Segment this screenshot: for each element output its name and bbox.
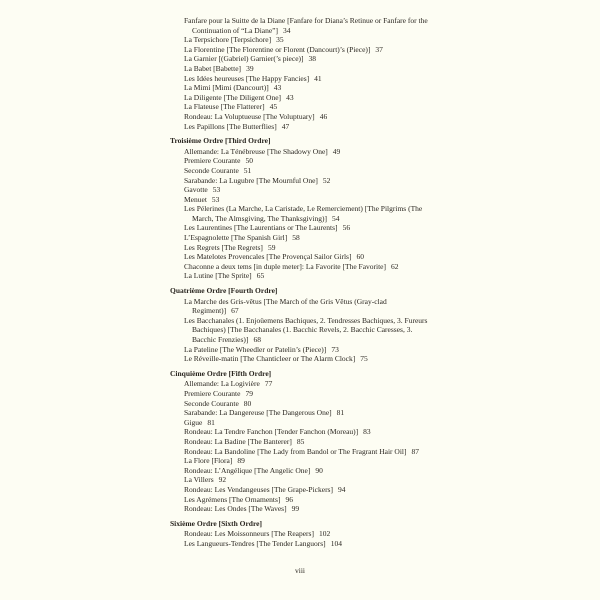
toc-entry [170,345,432,355]
toc-entry [170,252,432,262]
entry-title: Rondeau: La Tendre Fanchon [Tender Fanchon (Moreau)] [184,427,359,437]
toc-entry [170,74,432,84]
entry-page-number: 58 [292,233,300,243]
entry-title: Premiere Courante [184,156,241,166]
entry-title: Rondeau: L’Angélique [The Angelic One] [184,465,311,475]
entry-title: Fanfare pour la Suitte de la Diane [Fanfare for Diana’s Retinue or Fanfare for the Continuation of “La Diane”] [184,16,428,35]
section-heading: Sixième Ordre [Sixth Ordre] [170,518,262,528]
entry-title: Rondeau: Les Moissonneurs [The Reapers] [184,529,314,539]
entry-page-number: 67 [231,306,239,316]
toc-section [170,16,432,131]
entry-page-number: 79 [245,388,253,398]
toc-entry [170,529,432,539]
toc-entry [170,93,432,103]
entry-page-number: 50 [245,156,253,166]
entry-title: Les Langueurs-Tendres [The Tender Languors] [184,538,326,548]
entry-title: Sarabande: La Dangereuse [The Dangerous One] [184,408,332,418]
entry-title: Rondeau: La Bandoline [The Lady from Bandol or The Fragrant Hair Oil] [184,446,407,456]
entry-page-number: 35 [276,35,284,45]
entry-title: La Villers [184,475,214,485]
toc-entry [170,271,432,281]
entry-title: Sarabande: La Lugubre [The Mournful One] [184,175,318,185]
toc-entry [170,64,432,74]
toc-entry [170,112,432,122]
entry-title: Rondeau: Les Vendangeuses [The Grape-Pickers] [184,484,333,494]
entry-title: Seconde Courante [184,398,239,408]
toc-entry [170,466,432,476]
entry-title: La Babet [Babette] [184,63,242,73]
entry-title: La Terpsichore [Terpsichore] [184,35,272,45]
entry-page-number: 43 [286,92,294,102]
entry-page-number: 90 [315,465,323,475]
toc-entry [170,102,432,112]
entry-page-number: 65 [256,271,265,281]
entry-page-number: 87 [411,446,420,456]
entry-page-number: 104 [330,538,342,548]
entry-title: La Marche des Gris-vêtus [The March of the Gris Vêtus (Gray-clad Regiment)] [184,296,387,316]
entry-title: Les Idées heureuses [The Happy Fancies] [184,73,310,83]
entry-title: Premiere Courante [184,388,241,398]
toc-entry [170,185,432,195]
entry-page-number: 99 [291,504,300,514]
toc-entry [170,399,432,409]
entry-title: Les Laurentines [The Laurentians or The Laurents] [184,223,338,233]
toc-entry [170,54,432,64]
entry-page-number: 51 [243,165,252,175]
entry-title: Rondeau: La Voluptueuse [The Voluptuary] [184,111,315,121]
toc-section [170,286,432,364]
entry-page-number: 54 [332,213,340,223]
entry-page-number: 81 [207,417,215,427]
toc-entry [170,195,432,205]
entry-page-number: 85 [296,436,305,446]
entry-title: Les Matelotes Provencales [The Provençal Sailor Girls] [184,252,352,262]
entry-page-number: 47 [281,121,290,131]
entry-title: La Diligente [The Diligent One] [184,92,282,102]
entry-title: La Lutine [The Sprite] [184,271,252,281]
toc-entry [170,504,432,514]
toc-entry [170,83,432,93]
entry-page-number: 45 [269,102,278,112]
entry-title: Gigue [184,417,203,427]
entry-page-number: 68 [253,335,261,344]
entry-title: Menuet [184,194,207,204]
entry-page-number: 46 [319,111,328,121]
toc-entry [170,233,432,243]
toc-entry [170,35,432,45]
toc-entry [170,389,432,399]
toc-section [170,369,432,514]
toc-entry [170,316,432,345]
entry-page-number: 41 [314,73,322,83]
toc-entry [170,447,432,457]
entry-page-number: 53 [211,194,220,204]
entry-page-number: 60 [356,252,364,262]
entry-title: La Mimi [Mimi (Dancourt)] [184,83,269,93]
entry-page-number: 53 [212,185,221,195]
entry-page-number: 92 [218,475,227,485]
entry-page-number: 102 [318,529,331,539]
toc-entry [170,539,432,549]
entry-title: Rondeau: La Badine [The Banterer] [184,436,292,446]
entry-page-number: 80 [243,398,252,408]
toc-entry [170,354,432,364]
entry-title: La Pateline [The Wheedler or Patelin’s (Piece)] [184,344,327,354]
toc-entry [170,475,432,485]
entry-page-number: 75 [360,354,368,364]
toc-entry [170,223,432,233]
entry-page-number: 56 [342,223,351,233]
entry-title: La Garnier [(Gabriel) Garnier(’s piece)] [184,54,304,64]
entry-title: L’Espagnolette [The Spanish Girl] [184,233,288,243]
entry-title: Les Bacchanales (1. Enjoüemens Bachiques, 2. Tendresses Bachiques, 3. Fureurs Bachiques) [The Bacchanales (1. Bacchic Revels, 2. Bacchic Caresses, 3. Bacchic Frenzies)] [184,315,428,344]
entry-page-number: 62 [391,261,399,271]
toc-section [170,136,432,281]
entry-title: Le Réveille-matin [The Chanticleer or The Alarm Clock] [184,354,356,364]
toc-entry [170,243,432,253]
toc-entry [170,156,432,166]
entry-title: La Flateuse [The Flatterer] [184,102,265,112]
toc-entry [170,176,432,186]
entry-page-number: 37 [375,44,383,54]
toc-entry [170,122,432,132]
entry-title: Seconde Courante [184,165,239,175]
entry-title: La Florentine [The Florentine or Florent (Dancourt)’s (Piece)] [184,44,371,54]
entry-title: Les Pélerines (La Marche, La Caristade, Le Remerciement) [The Pilgrims (The March, The Almsgiving, The Thanksgiving)] [184,204,423,223]
entry-page-number: 59 [267,242,276,252]
entry-page-number: 83 [363,427,371,437]
toc-entry [170,166,432,176]
toc-entry [170,408,432,418]
section-heading: Quatrième Ordre [Fourth Ordre] [170,286,278,296]
entry-page-number: 43 [273,83,282,93]
entry-title: La Flore [Flora] [184,456,233,466]
entry-page-number: 94 [337,484,346,494]
page-folio: viii [294,566,305,575]
entry-page-number: 39 [246,63,254,73]
entry-title: Allemande: La Logivière [184,379,260,389]
entry-title: Rondeau: Les Ondes [The Waves] [184,504,287,514]
toc-entry [170,495,432,505]
entry-page-number: 89 [237,456,245,466]
section-heading: Troisième Ordre [Third Ordre] [170,136,271,146]
toc-entry [170,16,432,35]
entry-title: Les Papillons [The Butterflies] [184,121,277,131]
entry-page-number: 52 [322,175,331,185]
entry-page-number: 49 [332,146,341,156]
entry-page-number: 77 [264,379,273,389]
table-of-contents [170,16,432,548]
toc-entry [170,262,432,272]
entry-title: Gavotte [184,185,208,195]
toc-entry [170,45,432,55]
toc-entry [170,297,432,316]
toc-entry [170,456,432,466]
toc-entry [170,204,432,223]
entry-page-number: 73 [331,344,339,354]
entry-title: Les Regrets [The Regrets] [184,242,263,252]
toc-entry [170,427,432,437]
entry-page-number: 81 [336,408,345,418]
toc-entry [170,147,432,157]
entry-title: Les Agrémens [The Ornaments] [184,494,281,504]
entry-title: Chaconne a deux tems [in duple meter]: La Favorite [The Favorite] [184,261,387,271]
entry-title: Allemande: La Ténébreuse [The Shadowy One] [184,146,328,156]
toc-entry [170,485,432,495]
toc-entry [170,418,432,428]
toc-section [170,519,432,549]
section-heading: Cinquième Ordre [Fifth Ordre] [170,368,272,378]
entry-page-number: 38 [308,54,317,64]
toc-entry [170,379,432,389]
entry-page-number: 34 [283,25,291,35]
entry-page-number: 96 [285,494,293,504]
toc-entry [170,437,432,447]
